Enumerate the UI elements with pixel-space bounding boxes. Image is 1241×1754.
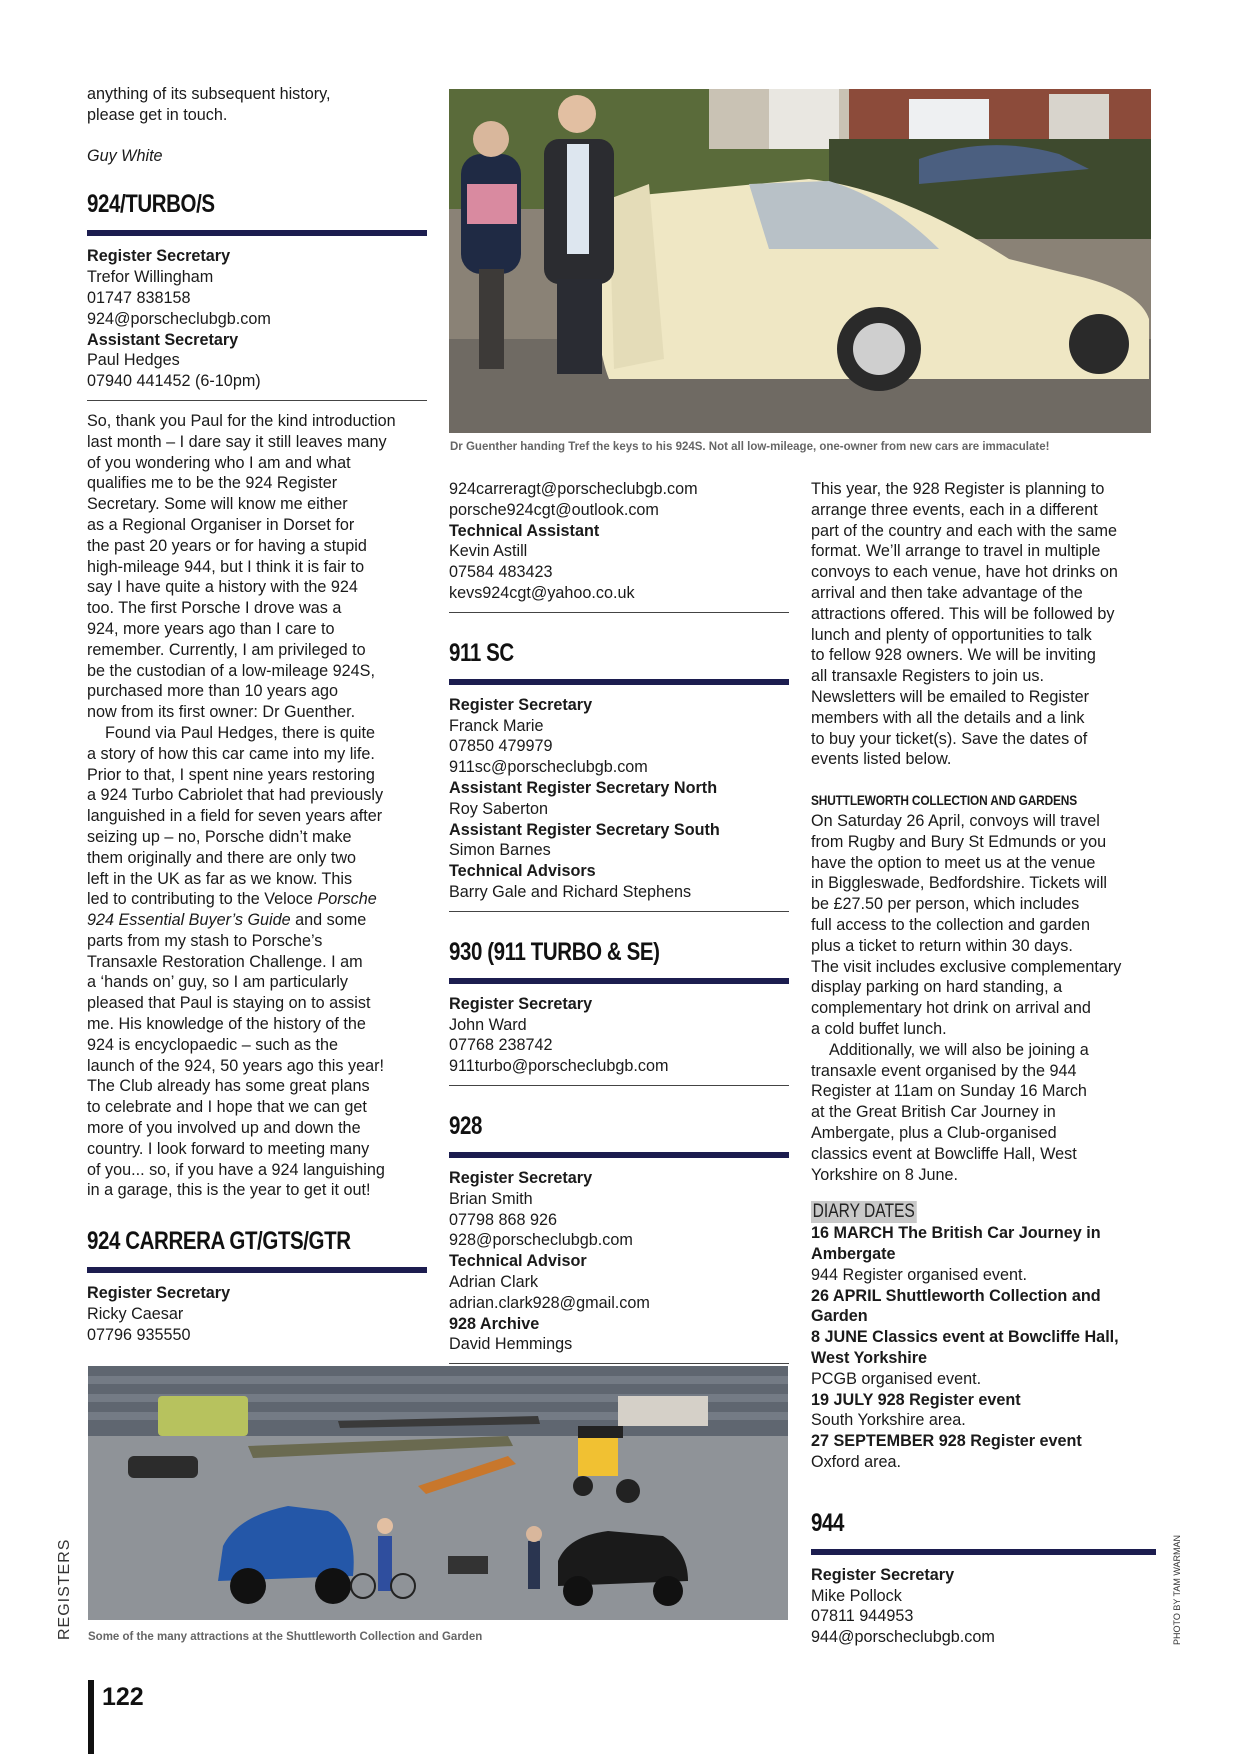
text-line: languished in a field for seven years after: [87, 807, 383, 826]
text-line: please get in touch.: [87, 105, 228, 124]
contact-detail: Simon Barnes: [449, 841, 551, 860]
rule: [449, 1085, 789, 1086]
text-line: 924, more years ago than I care to: [87, 619, 335, 638]
contact-detail: 07796 935550: [87, 1325, 191, 1344]
signature: Guy White: [87, 146, 163, 165]
text-line: a ‘hands on’ guy, so I am particularly: [87, 973, 348, 992]
928-events-intro: [811, 479, 1156, 770]
contact-role: Register Secretary: [811, 1565, 955, 1584]
text-line: in Biggleswade, Bedfordshire. Tickets will: [811, 874, 1108, 893]
contact-detail: 07768 238742: [449, 1036, 553, 1055]
contacts-924-carrera: [87, 1283, 427, 1345]
text-line: country. I look forward to meeting many: [87, 1139, 370, 1158]
contact-detail: Adrian Clark: [449, 1272, 539, 1291]
text-line: all transaxle Registers to join us.: [811, 667, 1045, 686]
text-line: The visit includes exclusive complementary: [811, 957, 1122, 976]
contact-detail: Kevin Astill: [449, 542, 528, 561]
rule: [449, 911, 789, 912]
photo-porsche-924s-handover: [449, 89, 1151, 433]
column-right: [811, 479, 1156, 1648]
contact-role: 26 APRIL Shuttleworth Collection and: [811, 1286, 1101, 1305]
contact-detail: 07940 441452 (6-10pm): [87, 372, 261, 391]
text-line: anything of its subsequent history,: [87, 85, 331, 103]
text-line: classics event at Bowcliffe Hall, West: [811, 1144, 1077, 1163]
section-title-944: 944: [811, 1508, 844, 1537]
contacts-911-sc: [449, 695, 789, 903]
section-title-930: 930 (911 TURBO & SE): [449, 937, 660, 966]
contact-detail: Brian Smith: [449, 1189, 533, 1208]
contact-role: Garden: [811, 1307, 868, 1326]
text-line: lunch and plenty of opportunities to talk: [811, 625, 1092, 644]
contact-detail: kevs924cgt@yahoo.co.uk: [449, 583, 635, 602]
text-line: Prior to that, I spent nine years restoring: [87, 765, 375, 784]
text-line: arrange three events, each in a different: [811, 500, 1098, 519]
page-number-bar: [88, 1680, 94, 1754]
contact-detail: Trefor Willingham: [87, 268, 214, 287]
contacts-924-turbo: [87, 246, 427, 392]
text-line: to buy your ticket(s). Save the dates of: [811, 729, 1088, 748]
section-divider: [87, 1267, 427, 1273]
contact-role: Assistant Register Secretary North: [449, 778, 718, 797]
contact-role: Assistant Secretary: [87, 330, 239, 349]
contact-role: 27 SEPTEMBER 928 Register event: [811, 1432, 1082, 1451]
contact-role: 928 Archive: [449, 1314, 540, 1333]
text-line: attractions offered. This will be followed by: [811, 604, 1115, 623]
text-line: at the Great British Car Journey in: [811, 1103, 1056, 1122]
contacts-944: [811, 1565, 1156, 1648]
text-line: high-mileage 944, but I think it is fair to: [87, 557, 365, 576]
text-line: complementary hot drink on arrival and: [811, 999, 1091, 1018]
side-label-registers: REGISTERS: [56, 1538, 73, 1640]
section-divider: [811, 1549, 1156, 1555]
column-left: [87, 84, 427, 1346]
diary-dates-list: [811, 1223, 1156, 1473]
text-line: purchased more than 10 years ago: [87, 682, 339, 701]
contact-detail: South Yorkshire area.: [811, 1411, 966, 1430]
contact-role: Register Secretary: [449, 695, 593, 714]
contact-detail: Mike Pollock: [811, 1586, 902, 1605]
text-line: qualifies me to be the 924 Register: [87, 474, 338, 493]
shuttleworth-illustration: [88, 1366, 788, 1620]
text-line: Ambergate, plus a Club-organised: [811, 1123, 1057, 1142]
text-line: On Saturday 26 April, convoys will travel: [811, 811, 1100, 830]
contact-role: 16 MARCH The British Car Journey in: [811, 1224, 1101, 1243]
contact-detail: 924@porscheclubgb.com: [87, 309, 271, 328]
contact-role: Register Secretary: [449, 994, 593, 1013]
contact-detail: 01747 838158: [87, 288, 191, 307]
rule: [449, 612, 789, 613]
text-line: me. His knowledge of the history of the: [87, 1015, 366, 1034]
contact-role: Register Secretary: [87, 1284, 231, 1303]
contact-detail: Franck Marie: [449, 716, 544, 735]
contact-detail: John Ward: [449, 1015, 527, 1034]
text-line: seizing up – no, Porsche didn’t make: [87, 827, 352, 846]
text-line: be £27.50 per person, which includes: [811, 895, 1080, 914]
text-line: in a garage, this is the year to get it out!: [87, 1181, 371, 1200]
contact-detail: Paul Hedges: [87, 351, 180, 370]
diary-dates-heading: DIARY DATES: [812, 1201, 915, 1223]
text-line: full access to the collection and garden: [811, 915, 1090, 934]
photo-credit: PHOTO BY TAM WARMAN: [1172, 1534, 1182, 1645]
shuttleworth-heading: SHUTTLEWORTH COLLECTION AND GARDENS: [811, 792, 1077, 809]
text-line: display parking on hard standing, a: [811, 978, 1063, 997]
contact-role: Register Secretary: [449, 1168, 593, 1187]
photo-caption-top: Dr Guenther handing Tref the keys to his 924S. Not all low-mileage, one-owner from new cars are immaculate!: [450, 441, 1050, 453]
contact-detail: 928@porscheclubgb.com: [449, 1231, 633, 1250]
text-line: format. We’ll arrange to travel in multiple: [811, 542, 1101, 561]
text-line: launch of the 924, 50 years ago this year!: [87, 1056, 384, 1075]
rule: [449, 1363, 789, 1364]
page-number: 122: [102, 1683, 144, 1711]
contact-detail: Roy Saberton: [449, 799, 548, 818]
contact-role: Technical Advisors: [449, 862, 596, 881]
section-title-928: 928: [449, 1111, 482, 1140]
text-line: remember. Currently, I am privileged to: [87, 640, 366, 659]
intro-text: [87, 84, 427, 126]
text-line: parts from my stash to Porsche’s: [87, 931, 323, 950]
text-line: Register at 11am on Sunday 16 March: [811, 1082, 1087, 1101]
text-line: more of you involved up and down the: [87, 1119, 361, 1138]
car-handover-illustration: [449, 89, 1151, 433]
text-line: plus a ticket to return within 30 days.: [811, 936, 1073, 955]
text-line: The Club already has some great plans: [87, 1077, 370, 1096]
contact-detail: 944@porscheclubgb.com: [811, 1628, 995, 1647]
text-line: a story of how this car came into my life.: [87, 744, 375, 763]
text-line: convoys to each venue, have hot drinks on: [811, 563, 1118, 582]
contact-detail: 911sc@porscheclubgb.com: [449, 758, 648, 777]
section-divider: [87, 230, 427, 236]
contact-role: 8 JUNE Classics event at Bowcliffe Hall,: [811, 1328, 1119, 1347]
text-line: Secretary. Some will know me either: [87, 495, 348, 514]
contact-role: Technical Assistant: [449, 521, 600, 540]
shuttleworth-text: [811, 811, 1156, 1040]
contact-detail: Ricky Caesar: [87, 1305, 184, 1324]
column-middle: [449, 479, 789, 1372]
contact-role: Register Secretary: [87, 247, 231, 266]
text-line: from Rugby and Bury St Edmunds or you: [811, 832, 1107, 851]
article-paragraph-3: [87, 931, 427, 1201]
additional-start: Additionally, we will also be joining a: [829, 1040, 1089, 1059]
veloce-line-1: led to contributing to the Veloce Porsche: [87, 890, 377, 909]
text-line: to fellow 928 owners. We will be inviting: [811, 646, 1096, 665]
text-line: Transaxle Restoration Challenge. I am: [87, 952, 363, 971]
contacts-924-carrera-continued: [449, 479, 789, 604]
contact-detail: Barry Gale and Richard Stephens: [449, 882, 692, 901]
contact-detail: David Hemmings: [449, 1335, 573, 1354]
section-title-924-carrera: 924 CARRERA GT/GTS/GTR: [87, 1227, 351, 1256]
text-line: too. The first Porsche I drove was a: [87, 599, 342, 618]
contact-role: Ambergate: [811, 1245, 896, 1264]
contacts-930: [449, 994, 789, 1077]
article-paragraph-1: [87, 411, 427, 723]
contact-detail: PCGB organised event.: [811, 1369, 982, 1388]
veloce-line-2: 924 Essential Buyer’s Guide and some: [87, 911, 367, 930]
contact-detail: 07798 868 926: [449, 1210, 558, 1229]
text-line: left in the UK as far as we know. This: [87, 869, 353, 888]
section-title-924-turbo: 924/TURBO/S: [87, 190, 215, 219]
text-line: part of the country and each with the same: [811, 521, 1117, 540]
article-paragraph-2: [87, 744, 427, 890]
text-line: 924 is encyclopaedic – such as the: [87, 1035, 339, 1054]
section-divider: [449, 679, 789, 685]
contact-detail: 07811 944953: [811, 1607, 914, 1626]
text-line: Newsletters will be emailed to Register: [811, 687, 1089, 706]
text-line: This year, the 928 Register is planning to: [811, 480, 1105, 498]
text-line: transaxle event organised by the 944: [811, 1061, 1077, 1080]
contact-detail: porsche924cgt@outlook.com: [449, 500, 659, 519]
text-line: a cold buffet lunch.: [811, 1019, 947, 1038]
text-line: the past 20 years or for having a stupid: [87, 536, 367, 555]
contact-detail: adrian.clark928@gmail.com: [449, 1293, 650, 1312]
contact-detail: 924carreragt@porscheclubgb.com: [449, 480, 698, 498]
text-line: have the option to meet us at the venue: [811, 853, 1096, 872]
text-line: last month – I dare say it still leaves many: [87, 432, 387, 451]
text-line: events listed below.: [811, 750, 952, 769]
text-line: be the custodian of a low-mileage 924S,: [87, 661, 375, 680]
contact-role: West Yorkshire: [811, 1349, 928, 1368]
text-line: now from its first owner: Dr Guenther.: [87, 703, 356, 722]
contact-detail: 07850 479979: [449, 737, 553, 756]
contact-role: Technical Advisor: [449, 1252, 587, 1271]
text-line: as a Regional Organiser in Dorset for: [87, 515, 355, 534]
section-divider: [449, 978, 789, 984]
text-line: arrival and then take advantage of the: [811, 583, 1083, 602]
section-title-911-sc: 911 SC: [449, 638, 514, 667]
contact-detail: Oxford area.: [811, 1453, 901, 1472]
contact-detail: 911turbo@porscheclubgb.com: [449, 1057, 669, 1076]
photo-shuttleworth-collection: [88, 1366, 788, 1620]
text-line: Yorkshire on 8 June.: [811, 1165, 958, 1184]
section-divider: [449, 1152, 789, 1158]
text-line: them originally and there are only two: [87, 848, 357, 867]
additional-text: [811, 1061, 1156, 1186]
contact-detail: 07584 483423: [449, 563, 553, 582]
contact-role: Assistant Register Secretary South: [449, 820, 720, 839]
article-paragraph-2-start: Found via Paul Hedges, there is quite: [105, 723, 375, 742]
text-line: So, thank you Paul for the kind introduction: [87, 411, 396, 430]
text-line: members with all the details and a link: [811, 708, 1085, 727]
text-line: of you... so, if you have a 924 languishing: [87, 1160, 385, 1179]
rule: [87, 400, 427, 401]
text-line: say I have quite a history with the 924: [87, 578, 358, 597]
contacts-928: [449, 1168, 789, 1355]
text-line: of you wondering who I am and what: [87, 453, 351, 472]
contact-detail: 944 Register organised event.: [811, 1265, 1027, 1284]
contact-role: 19 JULY 928 Register event: [811, 1390, 1021, 1409]
photo-caption-bottom: Some of the many attractions at the Shuttleworth Collection and Garden: [88, 1631, 483, 1643]
text-line: pleased that Paul is staying on to assist: [87, 994, 371, 1013]
text-line: a 924 Turbo Cabriolet that had previously: [87, 786, 384, 805]
text-line: to celebrate and I hope that we can get: [87, 1098, 367, 1117]
